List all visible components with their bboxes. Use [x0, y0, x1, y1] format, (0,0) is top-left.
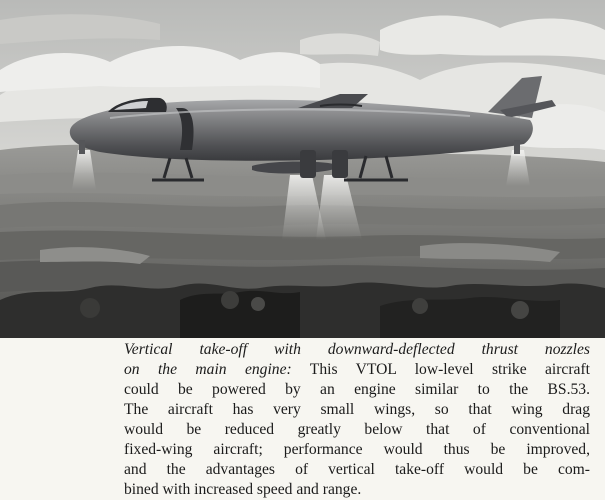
caption-line-3: could be powered by an engine similar to the BS.53.: [124, 381, 590, 398]
caption-line-2: [124, 360, 590, 380]
caption-line-4: The aircraft has very small wings, so that wing drag: [124, 401, 590, 418]
caption-line-1: [124, 340, 590, 360]
caption-heading: Vertical take-off with downward-deflected thrust nozzles: [124, 341, 590, 358]
caption-line-8: bined with increased speed and range.: [124, 481, 362, 498]
caption-line-6: fixed-wing aircraft; performance would thus be improved,: [124, 441, 590, 458]
caption-line-7: and the advantages of vertical take-off would be com-: [124, 461, 590, 478]
figure-caption: [124, 340, 590, 500]
caption-line-5: would be reduced greatly below that of conventional: [124, 421, 590, 438]
caption-text-start: This VTOL low-level strike aircraft: [291, 361, 590, 378]
caption-heading-cont: on the main engine:: [124, 361, 292, 378]
foreground-vegetation: [0, 282, 605, 338]
front-nozzle: [300, 150, 316, 178]
rear-nozzle: [332, 150, 348, 178]
